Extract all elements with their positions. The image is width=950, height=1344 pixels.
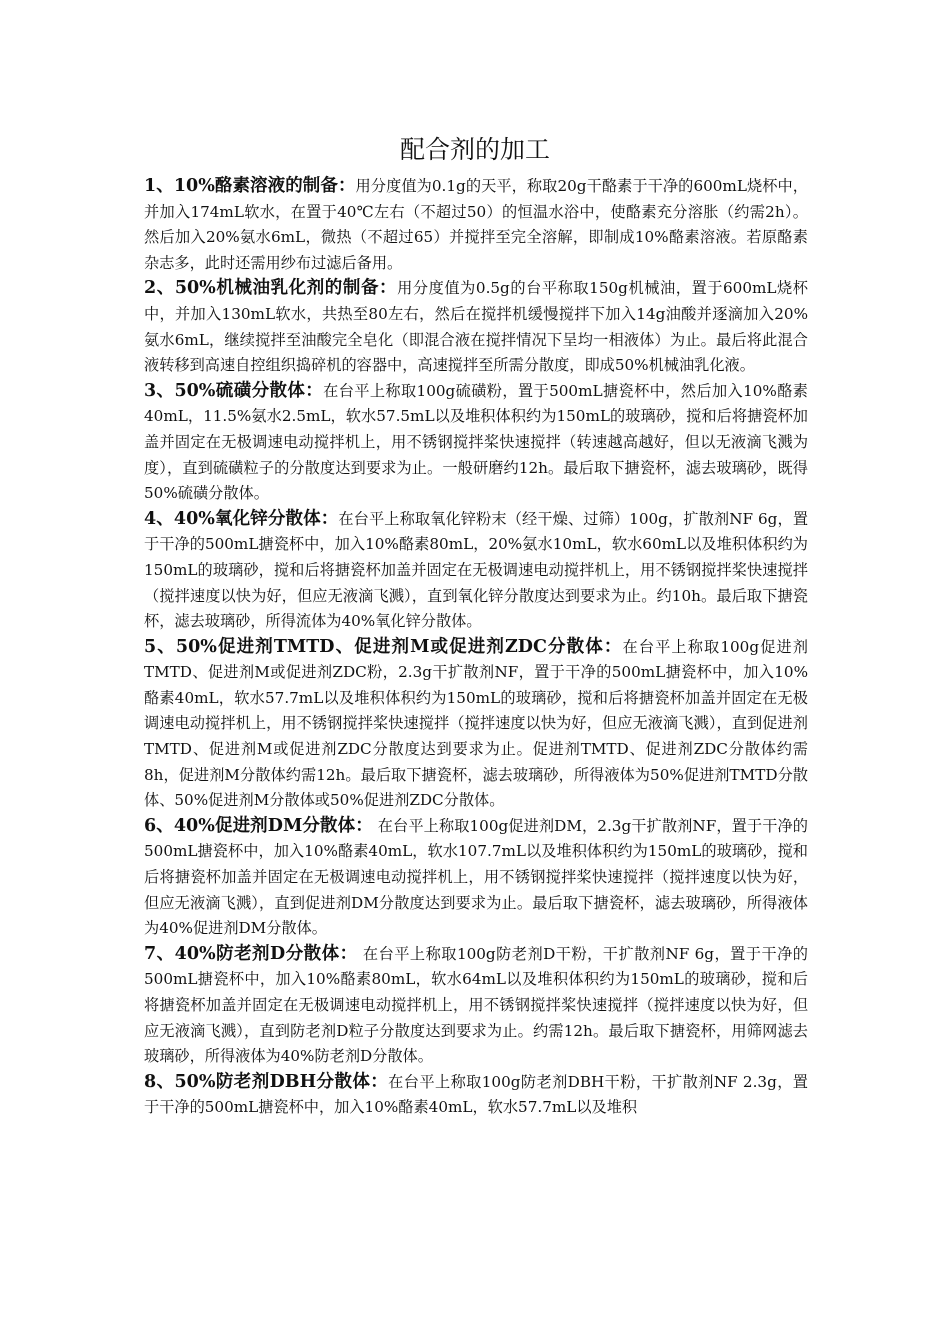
- document-body: [144, 174, 808, 1121]
- section-heading: 7、40%防老剂D分散体：: [144, 943, 358, 964]
- section-2: [144, 276, 808, 378]
- section-heading: 4、40%氧化锌分散体：: [144, 508, 339, 529]
- section-text: 用分度值为0.5g的台平称取150g机械油，置于600mL烧杯中，并加入130mL软水，共热至80左右，然后在搅拌机缓慢搅拌下加入14g油酸并逐滴加入20%氨水6mL，继续搅拌至油酸完全皂化（即混合液在搅拌情况下呈均一相液体）为止。最后将此混合液转移到高速自控组织捣碎机的容器中，高速搅拌至所需分散度，即成50%机械油乳化液。: [144, 279, 808, 375]
- document-title: 配合剂的加工: [399, 135, 550, 164]
- section-text: 在台平上称取100g促进剂TMTD、促进剂M或促进剂ZDC粉，2.3g干扩散剂NF，置于干净的500mL搪瓷杯中，加入10%酪素40mL，软水57.7mL以及堆积体积约为150mL的玻璃砂，搅和后将搪瓷杯加盖并固定在无极调速电动搅拌机上，用不锈钢搅拌桨快速搅拌（搅拌速度以快为好，但应无液滴飞溅），直到促进剂TMTD、促进剂M或促进剂ZDC分散度达到要求为止。促进剂TMTD、促进剂ZDC分散体约需8h，促进剂M分散体约需12h。最后取下搪瓷杯，滤去玻璃砂，所得液体为50%促进剂TMTD分散体、50%促进剂M分散体或50%促进剂ZDC分散体。: [144, 637, 808, 810]
- section-text: 在台平上称取100g硫磺粉，置于500mL搪瓷杯中，然后加入10%酪素40mL，11.5%氨水2.5mL，软水57.5mL以及堆积体积约为150mL的玻璃砂，搅和后将搪瓷杯加盖并固定在无极调速电动搅拌机上，用不锈钢搅拌桨快速搅拌（转速越高越好，但以无液滴飞溅为度），直到硫磺粒子的分散度达到要求为止。一般研磨约12h。最后取下搪瓷杯，滤去玻璃砂，既得50%硫磺分散体。: [144, 381, 808, 503]
- section-text: 在台平上称取100g防老剂D干粉，干扩散剂NF 6g，置于干净的500mL搪瓷杯中，加入10%酪素80mL，软水64mL以及堆积体积约为150mL的玻璃砂，搅和后将搪瓷杯加盖并固定在无极调速电动搅拌机上，用不锈钢搅拌桨快速搅拌（搅拌速度以快为好，但应无液滴飞溅），直到防老剂D粒子分散度达到要求为止。约需12h。最后取下搪瓷杯，用筛网滤去玻璃砂，所得液体为40%防老剂D分散体。: [144, 944, 808, 1066]
- section-text: 在台平上称取100g防老剂DBH干粉，干扩散剂NF 2.3g，置于干净的500mL搪瓷杯中，加入10%酪素40mL，软水57.7mL以及堆积: [144, 1072, 808, 1117]
- section-heading: 2、50%机械油乳化剂的制备：: [144, 278, 398, 299]
- section-1: [144, 174, 808, 276]
- section-heading: 1、10%酪素溶液的制备：: [144, 176, 356, 196]
- section-heading: 3、50%硫磺分散体：: [144, 380, 324, 401]
- section-text: 用分度值为0.1g的天平，称取20g干酪素于干净的600mL烧杯中，并加入174mL软水，在置于40℃左右（不超过50）的恒温水浴中，使酪素充分溶胀（约需2h）。然后加入20%氨水6mL，微热（不超过65）并搅拌至完全溶解，即制成10%酪素溶液。若原酪素杂志多，此时还需用纱布过滤后备用。: [144, 177, 808, 272]
- section-heading: 5、50%促进剂TMTD、促进剂M或促进剂ZDC分散体：: [144, 636, 623, 657]
- section-6: [144, 814, 808, 942]
- section-4: [144, 507, 808, 635]
- section-3: [144, 379, 808, 507]
- section-text: 在台平上称取100g促进剂DM，2.3g干扩散剂NF，置于干净的500mL搪瓷杯中，加入10%酪素40mL，软水107.7mL以及堆积体积约为150mL的玻璃砂，搅和后将搪瓷杯加盖并固定在无极调速电动搅拌机上，用不锈钢搅拌桨快速搅拌（搅拌速度以快为好，但应无液滴飞溅），直到促进剂DM分散度达到要求为止。最后取下搪瓷杯，滤去玻璃砂，所得液体为40%促进剂DM分散体。: [144, 816, 808, 938]
- section-text: 在台平上称取氧化锌粉末（经干燥、过筛）100g，扩散剂NF 6g，置于干净的500mL搪瓷杯中，加入10%酪素80mL，20%氨水10mL，软水60mL以及堆积体积约为150mL的玻璃砂，搅和后将搪瓷杯加盖并固定在无极调速电动搅拌机上，用不锈钢搅拌桨快速搅拌（搅拌速度以快为好，但应无液滴飞溅），直到氧化锌分散度达到要求为止。约10h。最后取下搪瓷杯，滤去玻璃砂，所得流体为40%氧化锌分散体。: [144, 509, 809, 631]
- section-heading: 8、50%防老剂DBH分散体：: [144, 1071, 389, 1092]
- section-8: [144, 1070, 808, 1121]
- section-5: [144, 635, 808, 814]
- section-heading: 6、40%促进剂DM分散体：: [144, 815, 373, 836]
- section-7: [144, 942, 808, 1070]
